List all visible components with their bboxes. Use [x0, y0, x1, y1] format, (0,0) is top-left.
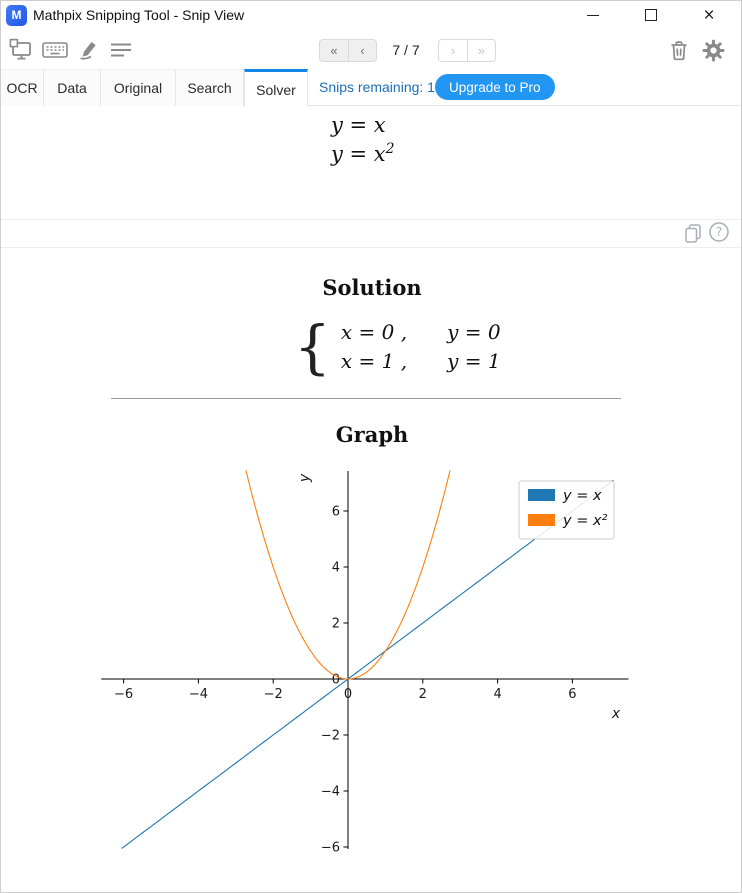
svg-text:−6: −6: [320, 840, 340, 856]
close-button[interactable]: [692, 1, 726, 29]
last-page-button[interactable]: [467, 40, 495, 61]
divider: [111, 398, 621, 399]
equation-text: y = x: [331, 142, 386, 166]
text-lines-icon: [109, 40, 133, 60]
next-page-button[interactable]: [439, 40, 467, 61]
svg-text:4: 4: [331, 560, 340, 576]
svg-text:−4: −4: [188, 687, 208, 702]
svg-text:−4: −4: [320, 784, 340, 800]
previous-page-button[interactable]: [348, 40, 376, 61]
draw-pen-button[interactable]: [75, 37, 103, 63]
system-brace: {: [294, 313, 331, 381]
equation-text: y = x: [331, 113, 386, 137]
help-icon: [708, 221, 730, 243]
tab-label: Solver: [256, 81, 296, 98]
text-lines-button[interactable]: [107, 37, 135, 63]
tab-solver[interactable]: [244, 69, 308, 107]
mathpix-logo-icon: M: [6, 5, 27, 26]
tab-ocr[interactable]: [1, 69, 44, 106]
tab-label: Search: [187, 80, 232, 96]
first-page-button[interactable]: [320, 40, 348, 61]
svg-text:y: y: [297, 473, 313, 483]
svg-text:x: x: [611, 706, 621, 722]
svg-text:y = x: y = x: [563, 488, 602, 504]
solution-system: [294, 314, 501, 380]
tab-search[interactable]: [176, 69, 244, 106]
divider: [1, 219, 741, 220]
tab-label: Original: [113, 80, 163, 96]
svg-text:4: 4: [493, 687, 502, 702]
minimize-icon: [587, 15, 599, 16]
maximize-button[interactable]: [634, 1, 668, 29]
solution-x-value: x = 1 ,: [340, 349, 408, 373]
solution-title: Solution: [322, 275, 422, 300]
svg-text:−6: −6: [114, 687, 134, 702]
help-glyph: ?: [715, 225, 723, 240]
solver-graph: [96, 456, 641, 888]
snips-remaining-label: Snips remaining: 1: [319, 79, 435, 95]
trash-icon: [667, 38, 691, 63]
settings-gear-icon: [701, 38, 726, 63]
solution-y-value: y = 0: [447, 320, 501, 344]
graph-title: Graph: [335, 422, 409, 447]
equation-2: [331, 141, 395, 166]
close-icon: ×: [703, 4, 715, 26]
copy-button[interactable]: [682, 222, 704, 249]
svg-text:6: 6: [331, 504, 340, 520]
tab-label: Data: [57, 80, 87, 96]
pagination-forward-group: [438, 39, 496, 62]
copy-icon: [682, 222, 704, 244]
system-rows: [341, 318, 501, 376]
solution-row: [341, 347, 501, 376]
keyboard-input-button[interactable]: [41, 37, 69, 63]
svg-text:−2: −2: [263, 687, 283, 702]
svg-text:2: 2: [418, 687, 427, 702]
toolbar: [1, 29, 741, 69]
tab-original[interactable]: [101, 69, 176, 106]
page-indicator: 7 / 7: [392, 42, 420, 58]
screen-snip-button[interactable]: [7, 37, 35, 63]
svg-text:0: 0: [343, 687, 353, 702]
svg-text:2: 2: [331, 616, 340, 632]
next-page-icon: ›: [450, 43, 456, 58]
equation-1: [331, 109, 386, 137]
delete-snip-button[interactable]: [665, 37, 693, 63]
divider: [1, 247, 741, 248]
solution-x-value: x = 0 ,: [340, 320, 408, 344]
tab-label: OCR: [6, 80, 38, 96]
pagination-back-group: [319, 39, 377, 62]
screen-snip-icon: [9, 38, 33, 62]
draw-pen-icon: [77, 38, 101, 62]
function-plot-chart: [96, 456, 641, 888]
solution-y-value: y = 1: [447, 349, 501, 373]
last-page-icon: »: [477, 43, 486, 58]
solution-row: [341, 318, 501, 347]
minimize-button[interactable]: [576, 1, 610, 29]
svg-text:−2: −2: [320, 728, 340, 744]
window-title: Mathpix Snipping Tool - Snip View: [33, 7, 245, 23]
previous-page-icon: ‹: [360, 43, 365, 58]
keyboard-icon: [42, 39, 68, 61]
first-page-icon: «: [330, 43, 338, 58]
equation-exponent: 2: [385, 141, 395, 157]
maximize-icon: [645, 9, 657, 21]
svg-text:y = x²: y = x²: [563, 513, 608, 529]
help-button[interactable]: [708, 221, 730, 248]
svg-text:6: 6: [568, 687, 577, 702]
svg-text:0: 0: [331, 672, 340, 688]
tab-data[interactable]: [44, 69, 101, 106]
titlebar: [1, 1, 741, 29]
upgrade-to-pro-button[interactable]: Upgrade to Pro: [435, 74, 555, 100]
settings-button[interactable]: [699, 37, 727, 63]
